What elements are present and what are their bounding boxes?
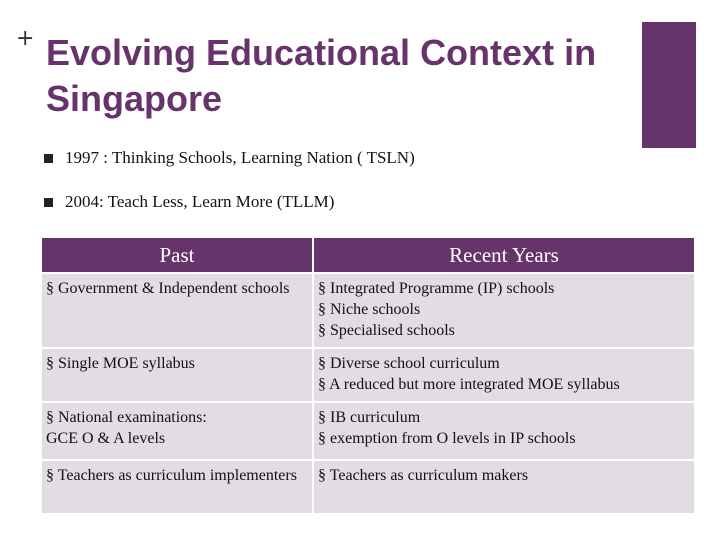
bullet-text: 2004: Teach Less, Learn More (TLLM) [65, 192, 335, 211]
cell-line: § IB curriculum [318, 409, 421, 426]
recent-cell [314, 349, 694, 401]
square-bullet-icon [44, 198, 53, 207]
table-row [42, 403, 694, 459]
cell-line: § Diverse school curriculum [318, 355, 500, 372]
header-recent-years: Recent Years [314, 238, 694, 272]
square-bullet-icon [44, 154, 53, 163]
cell-line: § Government & Independent schools [46, 280, 290, 297]
recent-cell [314, 461, 694, 513]
cell-line: § National examinations: [46, 409, 207, 426]
cell-line: § Single MOE syllabus [46, 355, 195, 372]
cell-line: § Niche schools [318, 301, 421, 318]
plus-icon: + [16, 26, 35, 51]
past-cell [42, 403, 312, 459]
past-cell [42, 274, 312, 347]
cell-line: GCE O & A levels [46, 430, 166, 447]
cell-line: § A reduced but more integrated MOE syllabus [318, 376, 620, 393]
comparison-table [40, 236, 696, 515]
cell-line: § Teachers as curriculum implementers [46, 467, 297, 484]
table-row [42, 461, 694, 513]
cell-line: § Specialised schools [318, 322, 455, 339]
slide-title: Evolving Educational Context in Singapore [46, 32, 597, 119]
bullet-item [44, 146, 415, 190]
cell-line: § Teachers as curriculum makers [318, 467, 529, 484]
past-cell [42, 349, 312, 401]
bullet-text: 1997 : Thinking Schools, Learning Nation ( TSLN) [65, 148, 415, 167]
accent-bar [642, 22, 696, 148]
table-header-row [42, 238, 694, 272]
cell-line: § exemption from O levels in IP schools [318, 430, 576, 447]
past-cell [42, 461, 312, 513]
recent-cell [314, 403, 694, 459]
cell-line: § Integrated Programme (IP) schools [318, 280, 555, 297]
bullet-item [44, 190, 415, 234]
recent-cell [314, 274, 694, 347]
table-row [42, 274, 694, 347]
bullet-list [44, 146, 415, 234]
table-row [42, 349, 694, 401]
header-past: Past [42, 238, 312, 272]
